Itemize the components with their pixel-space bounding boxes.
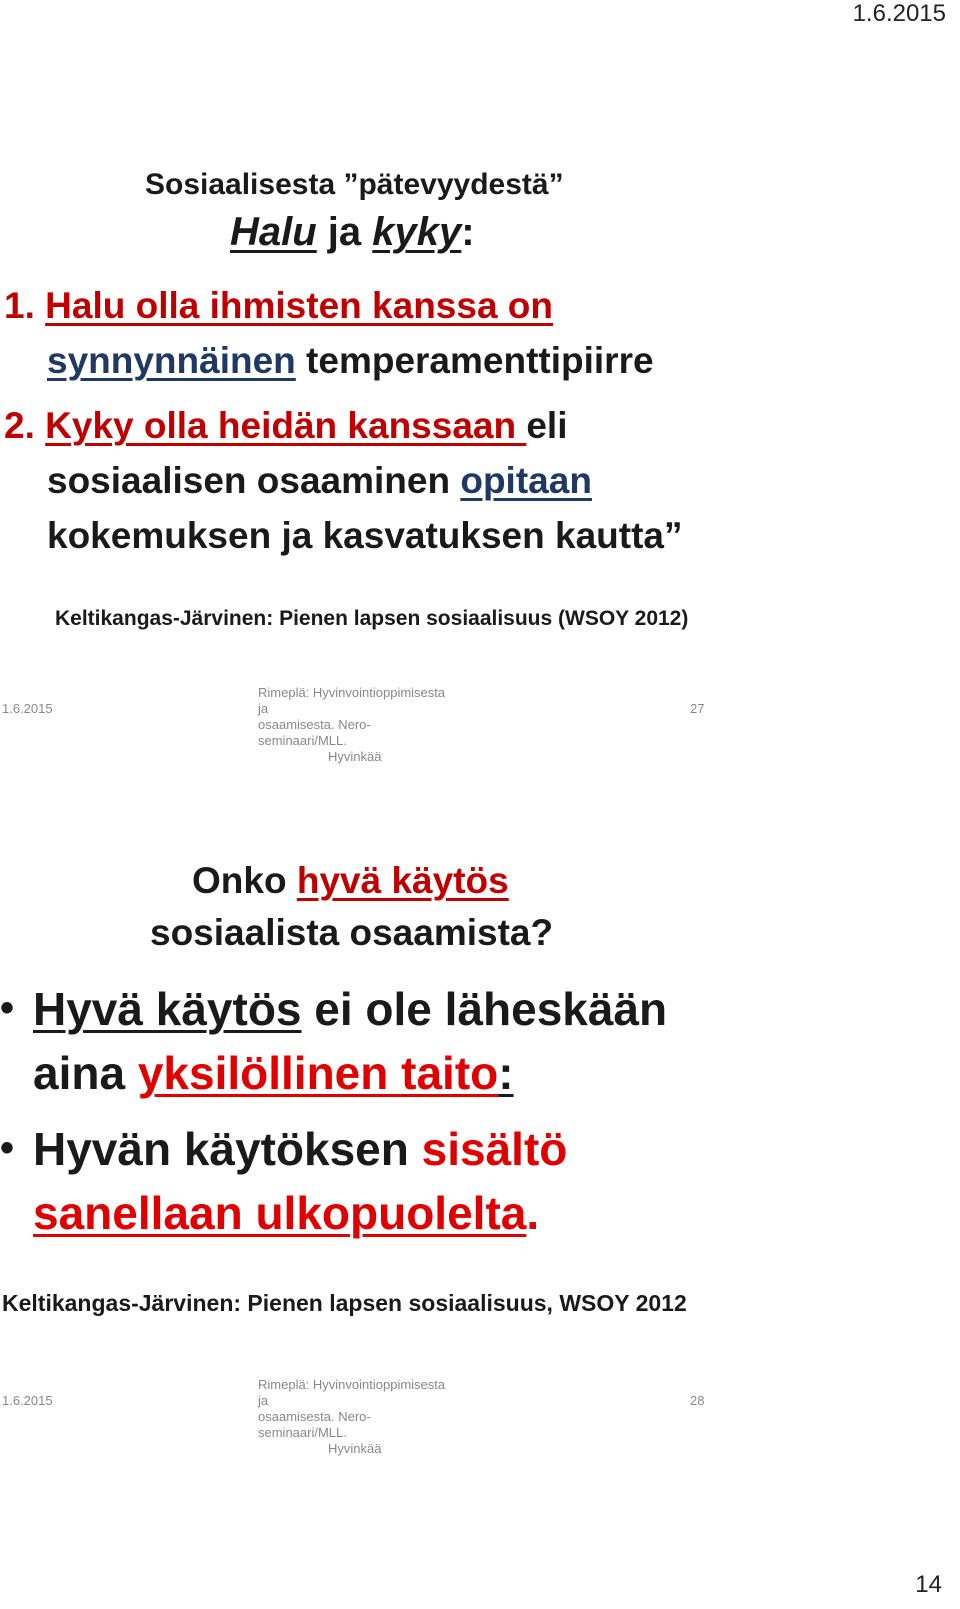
title-word-halu: Halu xyxy=(230,210,317,254)
footer-line-3: Hyvinkää xyxy=(328,1441,382,1456)
bullet2-prefix: Hyvän käytöksen xyxy=(33,1123,422,1175)
footer-slide-number: 28 xyxy=(690,1393,705,1408)
item1-blue-text: synnynnäinen xyxy=(47,340,296,381)
title-prefix: Onko xyxy=(192,860,297,901)
list-item-2-line2 xyxy=(47,460,592,502)
bullet2-dot: . xyxy=(526,1187,540,1239)
footer-date: 1.6.2015 xyxy=(2,701,53,716)
footer-line-2: osaamisesta. Nero-seminaari/MLL. xyxy=(258,717,371,748)
bullet-glyph: • xyxy=(0,1126,15,1170)
bullet-glyph: • xyxy=(0,986,15,1030)
title-red-text: hyvä käytös xyxy=(296,860,509,901)
item2-blue-text: opitaan xyxy=(460,460,592,501)
footer-line-1: Rimeplä: Hyvinvointioppimisesta ja xyxy=(258,1377,446,1408)
list-item-2-line3: kokemuksen ja kasvatuksen kautta” xyxy=(47,515,683,556)
bullet-item-2-line2 xyxy=(33,1186,539,1240)
item2-number: 2. xyxy=(4,405,46,446)
item1-red-text: Halu olla ihmisten kanssa on xyxy=(45,285,554,326)
item1-number: 1. xyxy=(4,285,46,326)
bullet-item-1-line2 xyxy=(33,1046,514,1100)
title-word-kyky: kyky xyxy=(372,210,462,254)
slide-28 xyxy=(0,860,960,1460)
item2-line2-text: sosiaalisen osaaminen xyxy=(47,460,461,501)
item1-rest: temperamenttipiirre xyxy=(295,340,654,381)
list-item-1-line2 xyxy=(47,340,654,382)
bullet1-colon: : xyxy=(498,1047,514,1099)
footer-slide-number: 27 xyxy=(690,701,705,716)
title-colon: : xyxy=(461,210,475,254)
list-item-1 xyxy=(4,285,553,327)
slide-title xyxy=(230,210,475,255)
slide-27 xyxy=(0,150,960,764)
item2-rest: eli xyxy=(526,405,568,446)
bullet1-line2-prefix: aina xyxy=(33,1047,138,1099)
bullet-item-2 xyxy=(0,1122,567,1176)
bullet1-rest: ei ole läheskään xyxy=(301,983,668,1035)
bullet1-underlined: Hyvä käytös xyxy=(33,983,302,1035)
slide-subtitle: Sosiaalisesta ”pätevyydestä” xyxy=(145,168,564,201)
bullet2-red-text: sisältö xyxy=(421,1123,568,1175)
page-number: 14 xyxy=(915,1571,942,1598)
footer-center xyxy=(258,685,458,765)
item2-red-text: Kyky olla heidän kanssaan xyxy=(45,405,527,446)
source-citation: Keltikangas-Järvinen: Pienen lapsen sosiaalisuus, WSOY 2012 xyxy=(2,1290,687,1316)
footer-line-3: Hyvinkää xyxy=(328,749,382,764)
bullet1-red-text: yksilöllinen taito xyxy=(137,1047,499,1099)
page-header-date: 1.6.2015 xyxy=(852,0,946,27)
slide-title-line1 xyxy=(192,860,509,902)
footer-line-1: Rimeplä: Hyvinvointioppimisesta ja xyxy=(258,685,446,716)
footer-center xyxy=(258,1377,458,1457)
bullet2-red-underlined: sanellaan ulkopuolelta xyxy=(33,1187,527,1239)
footer-line-2: osaamisesta. Nero-seminaari/MLL. xyxy=(258,1409,371,1440)
title-mid: ja xyxy=(316,210,373,254)
slide-title-line2: sosiaalista osaamista? xyxy=(150,912,554,953)
bullet-item-1 xyxy=(0,982,667,1036)
footer-date: 1.6.2015 xyxy=(2,1393,53,1408)
list-item-2 xyxy=(4,405,568,447)
source-citation: Keltikangas-Järvinen: Pienen lapsen sosiaalisuus (WSOY 2012) xyxy=(55,607,689,630)
